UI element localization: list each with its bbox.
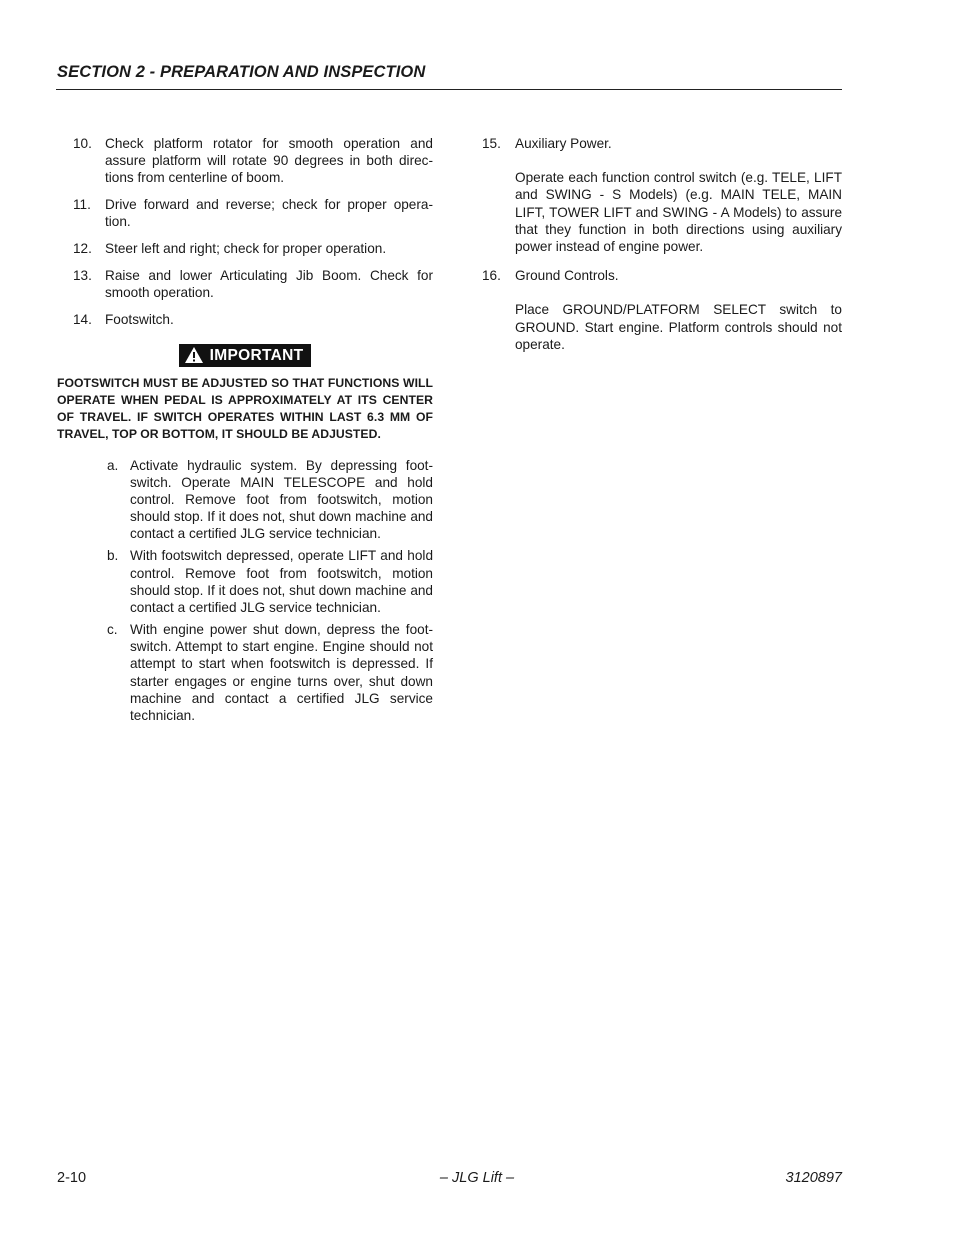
footer-brand: – JLG Lift – (439, 1170, 515, 1186)
important-label: IMPORTANT (209, 346, 304, 364)
step-number: 10. (73, 136, 92, 151)
step-text: Drive forward and reverse; check for proper opera-tion. (105, 197, 433, 230)
sub-step-letter: a. (107, 457, 119, 473)
step-text: Operate each function control switch (e.g. TELE, LIFT and SWING - S Models) (e.g. MAIN TELE, MAIN LIFT, TOWER LIFT and SWING - A Models) to assure that they function in both directions using auxiliary power instead of engine power. (515, 170, 842, 255)
page-number: 2-10 (57, 1170, 87, 1186)
step-number: 14. (73, 311, 92, 327)
step-item (57, 311, 433, 328)
right-column (482, 135, 842, 365)
important-notice: FOOTSWITCH MUST BE ADJUSTED SO THAT FUNCTIONS WILL OPERATE WHEN PEDAL IS APPROXIMATELY AT ITS CENTER OF TRAVEL. IF SWITCH OPERATES WITHIN LAST 6.3 MM OF TRAVEL, TOP OR BOTTOM, IT SHOULD BE ADJUSTED. (57, 375, 433, 441)
step-title: Ground Controls. (515, 268, 619, 284)
sub-step-item (107, 457, 433, 543)
step-number: 16. (482, 268, 501, 284)
sub-step-item (107, 547, 433, 616)
step-number: 13. (73, 267, 92, 283)
step-number: 15. (482, 136, 501, 151)
step-text: Footswitch. (105, 311, 174, 327)
header-divider (56, 89, 842, 90)
step-number: 11. (73, 197, 91, 213)
step-text: Raise and lower Articulating Jib Boom. Check for smooth operation. (105, 267, 433, 300)
step-text: Check platform rotator for smooth operation and assure platform will rotate 90 degrees in both direc-tions from centerline of boom. (105, 136, 433, 186)
left-column (57, 135, 433, 729)
sub-step-text: Activate hydraulic system. By depressing foot-switch. Operate MAIN TELESCOPE and hold control. Remove foot from footswitch, motion should stop. If it does not, shut down machine and contact a certified JLG service technician. (130, 457, 433, 542)
important-badge (179, 344, 312, 367)
step-text: Place GROUND/PLATFORM SELECT switch to GROUND. Start engine. Platform controls should not operate. (515, 302, 842, 352)
step-text: Steer left and right; check for proper operation. (105, 241, 387, 257)
warning-icon (184, 346, 204, 364)
sub-step-item (107, 621, 433, 724)
section-title: SECTION 2 - PREPARATION AND INSPECTION (57, 63, 426, 81)
step-item (57, 196, 433, 230)
sub-step-text: With footswitch depressed, operate LIFT and hold control. Remove foot from footswitch, motion should stop. If it does not, shut down machine and contact a certified JLG service technician. (130, 548, 433, 615)
document-number: 3120897 (785, 1170, 842, 1186)
step-title: Auxiliary Power. (515, 136, 612, 151)
sub-step-letter: b. (107, 548, 119, 564)
sub-step-text: With engine power shut down, depress the foot-switch. Attempt to start engine. Engine should not attempt to start when footswitch is depressed. If starter engages or engine turns over, shut down machine and contact a certified JLG service technician. (130, 621, 433, 723)
step-item (482, 135, 842, 255)
step-item (57, 267, 433, 301)
sub-step-letter: c. (107, 621, 118, 637)
step-item (57, 240, 433, 257)
step-item (482, 267, 842, 353)
step-number: 12. (73, 241, 92, 257)
step-item (57, 135, 433, 187)
